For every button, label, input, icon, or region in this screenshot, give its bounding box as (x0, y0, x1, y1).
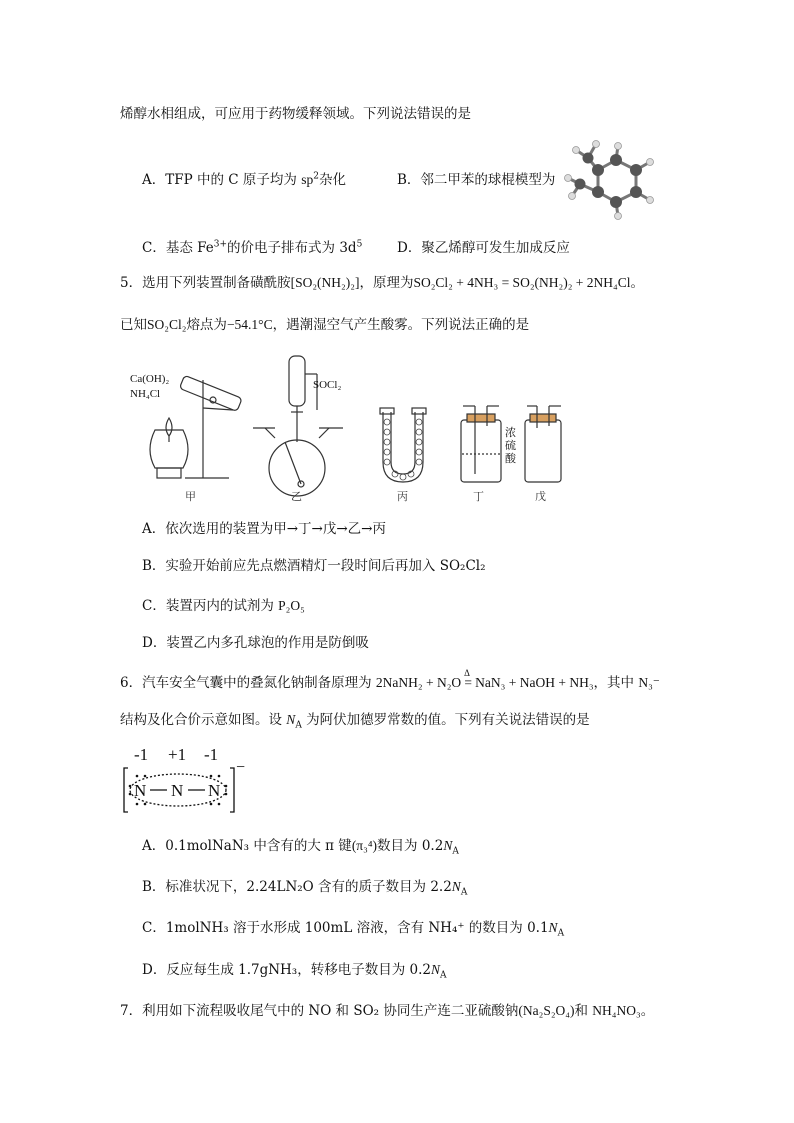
q7-stem (120, 1001, 654, 1021)
q6-a-pi: (π₃⁴) (351, 838, 378, 853)
o-xylene-ball-stick-model (558, 130, 668, 225)
q6-l2-pre: 结构及化合价示意如图。设 (120, 712, 287, 728)
q5-c-formula: P₂O₅ (278, 598, 305, 613)
atom-n2: N (171, 781, 184, 800)
q6-a-na: N (443, 838, 453, 853)
q5-stem-line2 (120, 315, 529, 335)
q4-c-ion: 3+ (213, 239, 228, 250)
q5-option-d: D．装置乙内多孔球泡的作用是防倒吸 (142, 635, 369, 651)
q4-c-pre: C．基态 Fe (142, 240, 214, 256)
atom-n3: N (208, 781, 221, 800)
q5-c-pre: C．装置丙内的试剂为 (142, 598, 279, 614)
q6-a-pre: A．0.1molNaN₃ 中含有的大 π 键 (142, 838, 352, 854)
label-wu: 戊 (535, 491, 546, 503)
q4-option-c (142, 238, 362, 258)
q7-formula1: (Na₂S₂O₄) (518, 1003, 575, 1018)
q5-option-b: B．实验开始前应先点燃酒精灯一段时间后再加入 SO₂Cl₂ (142, 558, 486, 574)
q4-c-mid: 的价电子排布式为 3d (227, 240, 357, 256)
reagent-caoh2: Ca(OH)₂ (130, 373, 170, 385)
q5-text1: 选用下列装置制备磺酰胺 (142, 275, 291, 291)
label-yi: 乙 (291, 491, 302, 503)
q5-l2-mid: 熔点为 (186, 317, 227, 333)
q5-apparatus-figure (125, 350, 565, 510)
q7-mid: 和 (574, 1003, 593, 1019)
q5-option-a: A．依次选用的装置为甲→丁→戊→乙→丙 (142, 521, 386, 537)
q6-d-pre: D．反应每生成 1.7gNH₃，转移电子数目为 0.2 (142, 962, 431, 978)
q4-option-a (142, 170, 346, 190)
q6-option-a (142, 836, 459, 856)
acid-char-2: 硫 (505, 440, 516, 452)
q5-stem-line1 (120, 273, 644, 293)
charge-2: +1 (168, 745, 187, 764)
label-bing: 丙 (397, 491, 408, 503)
q6-eq-sign: Δ = (461, 673, 475, 693)
q6-c-pre: C．1molNH₃ 溶于水形成 100mL 溶液，含有 NH₄⁺ 的数目为 0.1 (142, 920, 549, 936)
label-ding: 丁 (473, 491, 484, 503)
q6-na: N (286, 712, 296, 727)
q5-end: 。 (630, 275, 645, 291)
q5-l2-formula: SO₂Cl₂ (147, 317, 187, 332)
q6-c-na-sub: A (557, 928, 565, 939)
q6-option-b (142, 877, 467, 897)
q6-delta: Δ (464, 668, 470, 678)
q5-l2-value: −54.1°C (226, 317, 273, 332)
q6-d-na: N (430, 962, 440, 977)
q4-a-sp: sp (301, 172, 314, 187)
charge-1: -1 (134, 745, 149, 764)
q5-equation: SO₂Cl₂ + 4NH₃ = SO₂(NH₂)₂ + 2NH₄Cl (413, 275, 631, 290)
q6-b-pre: B．标准状况下，2.24LN₂O 含有的质子数目为 2.2 (142, 879, 452, 895)
label-jia: 甲 (185, 491, 196, 503)
q6-eq-left: 2NaNH₂ + N₂O (375, 675, 462, 690)
q6-stem-line2 (120, 710, 590, 730)
q4-option-b: B．邻二甲苯的球棍模型为 (397, 172, 556, 188)
q6-b-na-sub: A (460, 887, 468, 898)
q5-l2-pre: 已知 (120, 317, 147, 333)
reagent-nh4cl: NH₄Cl (130, 388, 161, 400)
q4-option-d: D．聚乙烯醇可发生加成反应 (397, 240, 570, 256)
q5-number: 5． (120, 275, 143, 291)
q5-l2-post: ，遇潮湿空气产生酸雾。下列说法正确的是 (272, 317, 530, 333)
q7-end: 。 (640, 1003, 655, 1019)
apparatus-wu (525, 406, 561, 482)
q6-eq-right: NaN₃ + NaOH + NH₃ (475, 675, 594, 690)
q4-a-post: 杂化 (318, 172, 346, 188)
q6-stem-line1 (120, 668, 660, 693)
q6-a-post: 数目为 0.2 (377, 838, 444, 854)
q6-l2-post: 为阿伏加德罗常数的值。下列有关说法错误的是 (301, 712, 590, 728)
charge-3: -1 (204, 745, 219, 764)
q5-product-formula: [SO₂(NH₂)₂] (290, 275, 360, 290)
q6-b-na: N (451, 879, 461, 894)
q5-option-c (142, 596, 305, 616)
q6-option-c (142, 918, 564, 938)
q7-number: 7． (120, 1003, 143, 1019)
azide-charge: − (236, 759, 246, 776)
apparatus-yi (253, 356, 343, 496)
q4-a-sup: 2 (313, 171, 319, 182)
azide-structure-diagram (120, 744, 250, 816)
q6-a-na-sub: A (452, 846, 459, 857)
reagent-socl2: SOCl₂ (313, 379, 342, 391)
atom-n1: N (134, 781, 147, 800)
q6-option-d (142, 960, 447, 980)
u-tube-packing (384, 419, 422, 480)
q7-formula2: NH₄NO₃ (592, 1003, 641, 1018)
q6-c-na: N (548, 920, 558, 935)
q4-a-pre: A．TFP 中的 C 原子均为 (142, 172, 302, 188)
q6-na-sub: A (295, 720, 302, 731)
apparatus-jia (150, 375, 242, 478)
q4-c-sup: 5 (356, 239, 363, 250)
q6-text2: ，其中 (593, 675, 639, 691)
q6-ion: N₃⁻ (638, 675, 660, 690)
q6-d-na-sub: A (440, 970, 447, 981)
q7-text: 利用如下流程吸收尾气中的 NO 和 SO₂ 协同生产连二亚硫酸钠 (142, 1003, 519, 1019)
intro-text: 烯醇水相组成，可应用于药物缓释领域。下列说法错误的是 (120, 106, 471, 122)
q6-text1: 汽车安全气囊中的叠氮化钠制备原理为 (142, 675, 376, 691)
acid-char-1: 浓 (505, 427, 516, 439)
q5-text2: ，原理为 (359, 275, 414, 291)
acid-char-3: 酸 (505, 453, 516, 465)
apparatus-ding (461, 406, 501, 482)
q6-number: 6． (120, 675, 143, 691)
